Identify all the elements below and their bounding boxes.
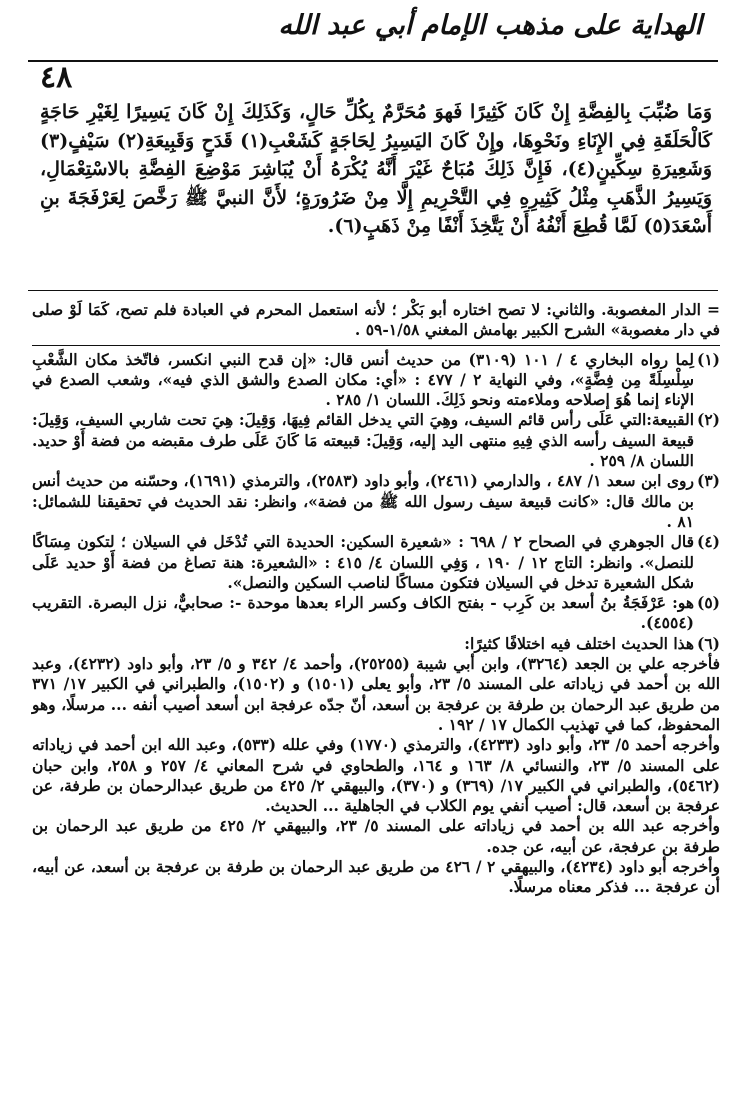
footnote-number: (١) xyxy=(696,349,720,369)
footnote-text: القبيعة:التي عَلَى رأس قائم السيف، وهِيَ التي يدخل القائم فِيهَا، وَقِيلَ: هِيَ تحت شاربي السيف، وَقِيلَ: قبيعة السيف رأسه الذي فِيهِ منتهى اليد إليه، وَقِيلَ: قبيعته مَا كَانَ عَلَى طرف مقبضه من فضة أَوْ حديد. اللسان ٨/ ٢٥٩ . xyxy=(32,410,694,471)
footnote-number: (٤) xyxy=(696,532,720,552)
main-text xyxy=(40,98,712,241)
footnote-divider xyxy=(28,290,718,291)
footnote-continued xyxy=(32,300,720,341)
footnote-text: هو: عَرْفَجَةُ بنُ أسعد بن كَرِب - بفتح الكاف وكسر الراء بعدها موحدة -: صحابيٌّ، نزل البصرة. التقريب (٤٥٥٤). xyxy=(32,593,694,633)
footnote-text: = الدار المغصوبة. والثاني: لا تصح اختاره أبو بَكْر ؛ لأنه استعمل المحرم في العبادة فلم تصح، كَمَا لَوْ صلى في دار مغصوبة» الشرح الكبير بهامش المغني ١/٥٨-٥٩ . xyxy=(32,300,720,340)
footnotes xyxy=(32,300,720,898)
header-divider xyxy=(28,60,718,62)
footnote-text: قال الجوهري في الصحاح ٢ / ٦٩٨ : «شعيرة السكين: الحديدة التي تُدْخَل في السيلان ؛ لتكون مِسَاكًا للنصل». وانظر: التاج ١٢ / ١٩٠ ، وَفِي اللسان ٤/ ٤١٥ : «الشعيرة: هنة تصاغ من فضة أَوْ حديد عَلَى شكل الشعيرة تدخل في السيلان فتكون مساكًا لناصب السكين والنصل». xyxy=(32,532,694,592)
footnote-number: (٥) xyxy=(696,593,720,613)
running-header-title: الهداية على مذهب الإمام أبي عبد الله xyxy=(278,10,702,41)
footnote-number: (٦) xyxy=(696,633,720,653)
footnote-number: (٣) xyxy=(696,471,720,491)
footnote-6-paragraph: فأخرجه علي بن الجعد (٣٢٦٤)، وابن أبي شيبة (٢٥٢٥٥)، وأحمد ٤/ ٣٤٢ و ٥/ ٢٣، وأبو داود (٤٢٣٢)، وعبد الله بن أحمد في زياداته على المسند ٥/ ٢٣، وأبو يعلى (١٥٠١) و (١٥٠٢)، والطبراني في الكبير ١٧/ ٣٧١ من طريق عبد الرحمان بن طرفة بن عرفجة بن أسعد، أنّ جدّه عرفجة ابن أسعد أصيب أنفه ... مرسلًا، وهو المحفوظ، كما في تهذيب الكمال ١٧ / ١٩٢ . xyxy=(32,654,721,734)
footnote-text: هذا الحديث اختلف فيه اختلافًا كثيرًا: xyxy=(464,633,694,653)
footnote-5 xyxy=(32,593,720,634)
footnote-separator xyxy=(32,345,720,346)
footnote-6-paragraph: وأخرجه أبو داود (٤٢٣٤)، والبيهقي ٢ / ٤٢٦ من طريق عبد الرحمان بن طرفة بن عرفجة بن أسعد، عن أبيه، أن عرفجة ... فذكر معناه مرسلًا. xyxy=(32,857,720,897)
footnote-2 xyxy=(32,410,720,471)
footnote-6-paragraph: وأخرجه عبد الله بن أحمد في زياداته على المسند ٥/ ٢٣، والبيهقي ٢/ ٤٢٥ من طريق عبد الرحمان بن طرفة بن عرفجة، عن أبيه، عن جده. xyxy=(32,816,721,856)
footnote-6 xyxy=(32,634,720,654)
footnote-text: روى ابن سعد ١/ ٤٨٧ ، والدارمي (٢٤٦١)، وأبو داود (٢٥٨٣)، والترمذي (١٦٩١)، وحسّنه من حديث أنس بن مالك قال: «كانت قبيعة سيف رسول الله ﷺ من فضة»، وانظر: نقد الحديث في تحقيقنا للشمائل: ٨١ . xyxy=(32,471,694,531)
main-paragraph: وَمَا ضُبِّبَ بِالفِضَّةِ إِنْ كَانَ كَثِيرًا فَهوَ مُحَرَّمٌ بِكُلِّ حَالٍ، وَكَذَلِكَ إِنْ كَانَ يَسِيرًا لِغَيْرِ حَاجَةٍ كَالْحَلَقَةِ فِي الإِنَاءِ ونَحْوِهَا، وإِنْ كَانَ اليَسِيرُ لِحَاجَةٍ كَشَعْبِ(١) قَدَحٍ وَقَبِيعَةِ(٢) سَيْفٍ(٣) وَشَعِيرَةِ سِكِّينٍ(٤)، فَإِنَّ ذَلِكَ مُبَاحٌ غَيْرَ أَنَّهُ يُكْرَهُ أَنْ يُبَاشِرَ مَوْضِعَ الفِضَّةِ بالاسْتِعْمَالِ، وَيَسِيرُ الذَّهَبِ مِثْلُ كَثِيرِهِ فِي التَّحْرِيمِ إِلَّا مِنْ ضَرُورَةٍ؛ لأَنَّ النبيَّ ﷺ رَخَّصَ لِعَرْفَجَةَ بنِ أَسْعَدَ(٥) لَمَّا قُطِعَ أَنْفُهُ أَنْ يَتَّخِذَ أَنْفًا مِنْ ذَهَبٍ(٦). xyxy=(40,101,713,237)
footnote-3 xyxy=(32,471,720,532)
footnote-number: (٢) xyxy=(696,410,720,430)
footnote-text: لِما رواه البخاري ٤ / ١٠١ (٣١٠٩) من حديث أنس قال: «إن قدح النبي انكسر، فاتّخذ مكان الشَّعْبِ سِلْسِلَةً مِن فِضَّةٍ»، وفي النهاية ٢ / ٤٧٧ : «أي: مكان الصدع والشق الذي فيه»، وشعب الصدع في الإناء إنما هُوَ إصلاحه وملاءمته ونحو ذَلِكَ. اللسان ١/ ٢٨٥ . xyxy=(32,349,695,410)
page-number: ٤٨ xyxy=(40,60,73,95)
footnote-6-paragraph: وأخرجه أحمد ٥/ ٢٣، وأبو داود (٤٢٣٣)، والترمذي (١٧٧٠) وفي علله (٥٣٣)، وعبد الله ابن أحمد في زياداته على المسند ٥/ ٢٣، والنسائي ٨/ ١٦٣ و ١٦٤، والطحاوي في شرح المعاني ٤/ ٢٥٧ و ٢٥٨، وابن حبان (٥٤٦٢)، والطبراني في الكبير ١٧/ (٣٦٩) و (٣٧٠)، والبيهقي ٢/ ٤٢٥ من طريق عبدالرحمان بن طرفة، عن عرفجة بن أسعد، قال: أصيب أنفي يوم الكلاب في الجاهلية ... الحديث. xyxy=(32,735,721,816)
footnote-4 xyxy=(32,532,720,593)
footnote-1 xyxy=(32,350,720,411)
